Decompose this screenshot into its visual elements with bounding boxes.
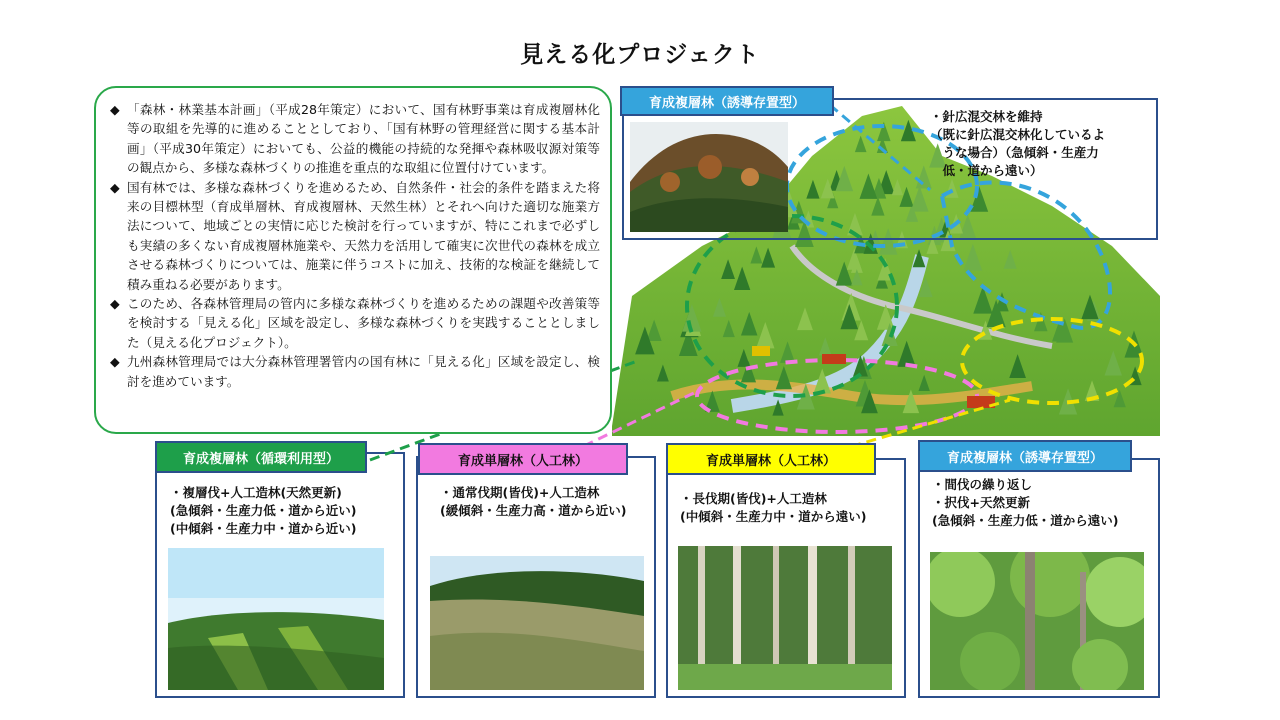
top-panel-label: 育成複層林（誘導存置型） — [620, 86, 834, 116]
panel-text-standard: ・通常伐期(皆伐)+人工造林 (緩傾斜・生産力高・道から近い) — [440, 485, 627, 518]
panel-text-cyclic: ・複層伐+人工造林(天然更新) (急傾斜・生産力低・道から近い) (中傾斜・生産力中・道から近い) — [170, 485, 357, 536]
panel-label-induced: 育成複層林（誘導存置型） — [918, 440, 1132, 472]
intro-bullet-text: 国有林では、多様な森林づくりを進めるため、自然条件・社会的条件を踏まえた将来の目標林型（育成単層林、育成複層林、天然生林）とそれへ向けた適切な施業方法について、地域ごとの実情に応じた検討を行っていますが、特にこれまで必ずしも実績の多くない育成複層林施業や、天然力を活用して確実に次世代の森林を成立させる森林づくりについては、施業に伴うコストに加え、技術的な検証を継続して積み重ねる必要があります。 — [127, 179, 600, 292]
diamond-bullet-icon: ◆ — [110, 354, 120, 370]
panel-photo-long — [678, 546, 892, 690]
intro-bullet — [110, 100, 600, 178]
panel-label-cyclic: 育成複層林（循環利用型） — [155, 441, 367, 473]
top-panel-photo — [630, 122, 788, 232]
intro-bullet — [110, 294, 600, 352]
intro-text-box — [94, 86, 612, 434]
intro-bullet — [110, 178, 600, 294]
diamond-bullet-icon: ◆ — [110, 179, 120, 195]
intro-bullet-text: 九州森林管理局では大分森林管理署管内の国有林に「見える化」区域を設定し、検討を進めています。 — [127, 354, 600, 389]
page-title: 見える化プロジェクト — [520, 42, 760, 68]
panel-text-induced: ・間伐の繰り返し ・択伐+天然更新 (急傾斜・生産力低・道から遠い) — [932, 477, 1119, 528]
intro-bullet-text: 「森林・林業基本計画」（平成28年策定）において、国有林野事業は育成複層林化等の取組を先導的に進めることとしており、「国有林野の管理経営に関する基本計画」（平成30年策定）においても、公益的機能の持続的な発揮や森林吸収源対策等の観点から、多様な森林づくりの推進を重点的な取組に位置付けています。 — [127, 102, 600, 176]
intro-bullet — [110, 352, 600, 391]
top-panel-text: ・針広混交林を維持 （既に針広混交林化しているよ うな場合）（急傾斜・生産力 低・道から遠い） — [930, 109, 1106, 178]
panel-photo-induced — [930, 552, 1144, 690]
diamond-bullet-icon: ◆ — [110, 296, 120, 312]
diamond-bullet-icon: ◆ — [110, 102, 120, 117]
panel-label-long: 育成単層林（人工林） — [666, 443, 876, 475]
panel-photo-standard — [430, 556, 644, 690]
panel-photo-cyclic — [168, 548, 384, 690]
panel-text-long: ・長伐期(皆伐)+人工造林 (中傾斜・生産力中・道から遠い) — [680, 491, 867, 524]
panel-label-standard: 育成単層林（人工林） — [418, 443, 628, 475]
intro-bullet-text: このため、各森林管理局の管内に多様な森林づくりを進めるための課題や改善策等を検討する「見える化」区域を設定し、多様な森林づくりを実践することとしました（見える化プロジェクト）。 — [127, 296, 600, 350]
